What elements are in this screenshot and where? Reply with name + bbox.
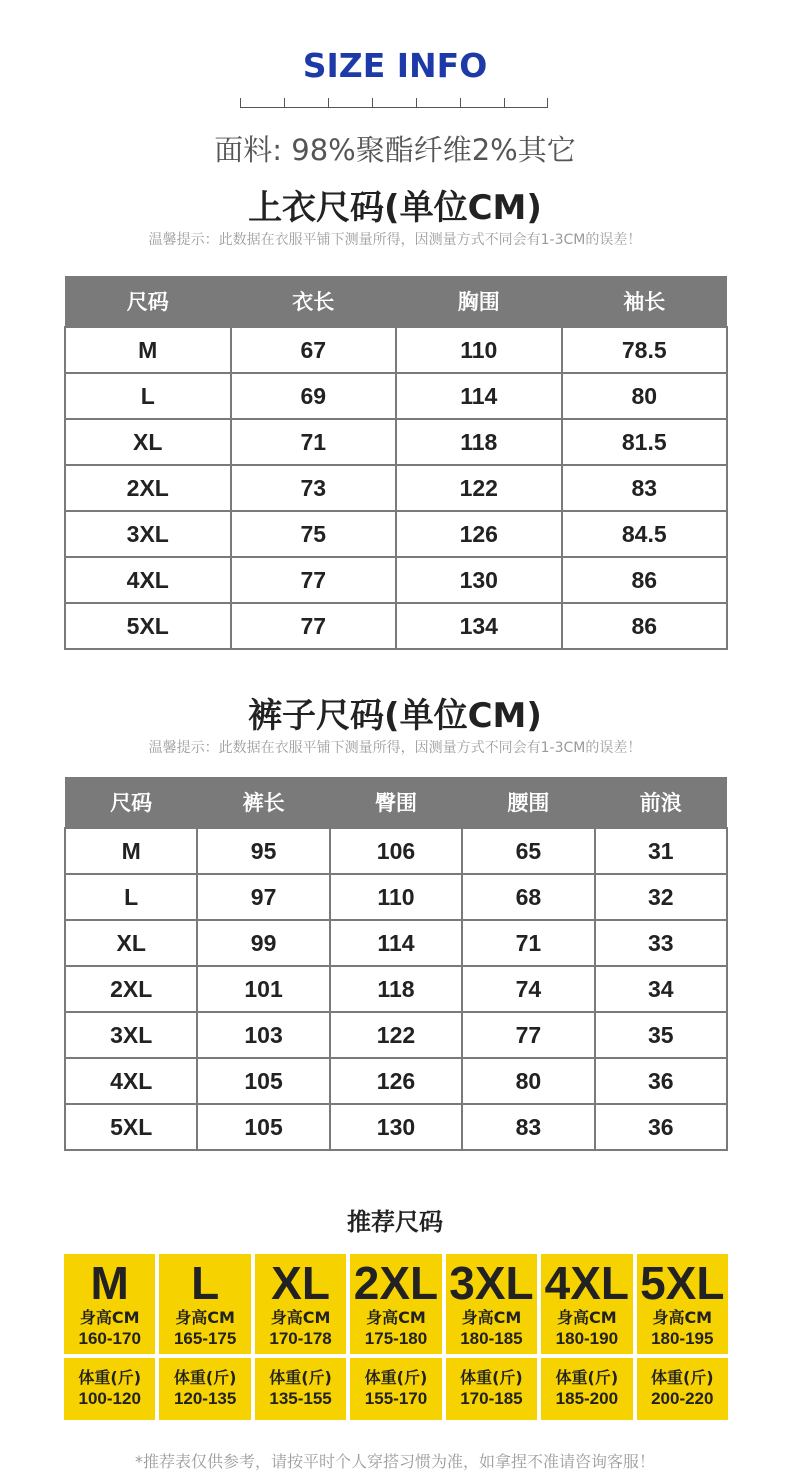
height-label: 身高CM [79,1308,140,1327]
recommend-size: M [90,1257,129,1309]
weight-label: 体重(斤) [555,1368,619,1387]
height-label: 身高CM [557,1308,617,1327]
table-cell: 5XL [65,1104,197,1150]
table-row [65,874,727,920]
table-cell: 33 [595,920,727,966]
table-cell: 122 [396,465,562,511]
column-header: 衣长 [231,276,397,327]
column-header: 尺码 [65,777,197,828]
recommend-weight-card [350,1358,441,1420]
table-row [65,920,727,966]
table-cell: M [65,327,231,373]
table-cell: 36 [595,1104,727,1150]
weight-range: 120-135 [173,1389,237,1408]
table-cell: 110 [396,327,562,373]
table-row [65,1104,727,1150]
table-row [65,465,727,511]
recommend-weight-card [64,1358,155,1420]
table-cell: 2XL [65,966,197,1012]
table-cell: 71 [462,920,594,966]
table-cell: L [65,373,231,419]
table-cell: 31 [595,828,727,874]
table-cell: 83 [562,465,728,511]
top-size-title: 上衣尺码(单位CM) [248,188,542,228]
table-cell: 65 [462,828,594,874]
column-header: 前浪 [595,777,727,828]
recommend-weight-card [159,1358,250,1420]
table-cell: 95 [197,828,329,874]
recommend-weight-card [637,1358,728,1420]
recommend-size: XL [271,1257,330,1309]
table-row [65,828,727,874]
table-row [65,1058,727,1104]
table-cell: 78.5 [562,327,728,373]
table-cell: 36 [595,1058,727,1104]
recommend-size: 2XL [353,1257,439,1309]
weight-label: 体重(斤) [78,1368,142,1387]
table-cell: 84.5 [562,511,728,557]
weight-range: 200-220 [651,1389,714,1408]
weight-label: 体重(斤) [364,1368,428,1387]
fabric-composition: 面料: 98%聚酯纤维2%其它 [214,133,576,167]
table-row [65,511,727,557]
table-cell: 69 [231,373,397,419]
height-range: 170-178 [269,1329,332,1348]
table-cell: 126 [396,511,562,557]
ruler-decoration [240,96,548,108]
table-cell: 86 [562,603,728,649]
top-size-tip: 温馨提示：此数据在衣服平铺下测量所得，因测量方式不同会有1-3CM的误差！ [148,232,642,248]
height-range: 180-185 [460,1329,523,1348]
table-cell: M [65,828,197,874]
table-cell: 114 [330,920,462,966]
pants-size-table [64,777,728,1151]
table-row [65,603,727,649]
height-label: 身高CM [175,1308,235,1327]
column-header: 胸围 [396,276,562,327]
weight-label: 体重(斤) [173,1368,237,1387]
table-cell: 83 [462,1104,594,1150]
table-cell: 103 [197,1012,329,1058]
recommend-size-card [446,1254,537,1354]
recommend-size-card [255,1254,346,1354]
table-cell: XL [65,920,197,966]
table-cell: 81.5 [562,419,728,465]
recommend-grid [64,1254,728,1420]
column-header: 袖长 [562,276,728,327]
table-cell: 35 [595,1012,727,1058]
height-label: 身高CM [461,1308,522,1327]
table-cell: 77 [231,557,397,603]
pants-size-tip: 温馨提示：此数据在衣服平铺下测量所得，因测量方式不同会有1-3CM的误差！ [148,740,642,756]
table-row [65,1012,727,1058]
table-cell: 97 [197,874,329,920]
table-row [65,966,727,1012]
recommend-size-card [637,1254,728,1354]
height-range: 165-175 [173,1329,237,1348]
recommend-weight-card [446,1358,537,1420]
table-cell: 86 [562,557,728,603]
height-range: 180-190 [555,1329,619,1348]
height-range: 160-170 [78,1329,141,1348]
weight-range: 135-155 [269,1389,332,1408]
height-label: 身高CM [652,1308,713,1327]
recommend-size-card [541,1254,632,1354]
table-cell: 80 [562,373,728,419]
table-cell: 74 [462,966,594,1012]
recommend-size-card [159,1254,250,1354]
table-cell: 3XL [65,1012,197,1058]
table-cell: 118 [396,419,562,465]
top-size-table [64,276,728,650]
height-label: 身高CM [270,1308,331,1327]
weight-label: 体重(斤) [650,1368,714,1387]
table-cell: 130 [330,1104,462,1150]
table-cell: 101 [197,966,329,1012]
table-cell: 34 [595,966,727,1012]
table-cell: 130 [396,557,562,603]
table-cell: 106 [330,828,462,874]
table-row [65,327,727,373]
recommend-size: 5XL [640,1257,725,1309]
recommend-title: 推荐尺码 [347,1208,443,1236]
recommend-weight-card [541,1358,632,1420]
height-range: 180-195 [651,1329,714,1348]
table-cell: XL [65,419,231,465]
table-cell: 71 [231,419,397,465]
weight-label: 体重(斤) [460,1368,523,1387]
table-cell: 110 [330,874,462,920]
recommend-size: L [191,1257,220,1309]
table-cell: 80 [462,1058,594,1104]
column-header: 尺码 [65,276,231,327]
table-cell: 77 [462,1012,594,1058]
table-cell: 4XL [65,557,231,603]
table-cell: 73 [231,465,397,511]
table-cell: 118 [330,966,462,1012]
table-cell: 126 [330,1058,462,1104]
recommend-size: 3XL [449,1257,534,1309]
table-row [65,557,727,603]
table-cell: 75 [231,511,397,557]
table-cell: 134 [396,603,562,649]
recommend-size-card [350,1254,441,1354]
weight-range: 185-200 [555,1389,619,1408]
recommend-size-card [64,1254,155,1354]
table-cell: 105 [197,1058,329,1104]
recommend-size: 4XL [544,1257,630,1309]
table-cell: 67 [231,327,397,373]
table-row [65,373,727,419]
weight-range: 155-170 [364,1389,428,1408]
table-row [65,419,727,465]
column-header: 腰围 [462,777,594,828]
pants-size-title: 裤子尺码(单位CM) [248,696,542,736]
table-cell: 2XL [65,465,231,511]
size-info-title: SIZE INFO [302,46,488,85]
table-cell: 68 [462,874,594,920]
table-cell: 105 [197,1104,329,1150]
table-cell: 114 [396,373,562,419]
table-cell: 3XL [65,511,231,557]
table-cell: 32 [595,874,727,920]
column-header: 臀围 [330,777,462,828]
table-cell: 4XL [65,1058,197,1104]
recommend-weight-card [255,1358,346,1420]
weight-range: 100-120 [78,1389,141,1408]
table-cell: 5XL [65,603,231,649]
footnote: *推荐表仅供参考，请按平时个人穿搭习惯为准，如拿捏不准请咨询客服！ [134,1452,655,1471]
height-range: 175-180 [364,1329,428,1348]
table-cell: 99 [197,920,329,966]
table-cell: L [65,874,197,920]
column-header: 裤长 [197,777,329,828]
weight-label: 体重(斤) [269,1368,332,1387]
table-cell: 122 [330,1012,462,1058]
weight-range: 170-185 [460,1389,523,1408]
height-label: 身高CM [366,1308,426,1327]
table-cell: 77 [231,603,397,649]
